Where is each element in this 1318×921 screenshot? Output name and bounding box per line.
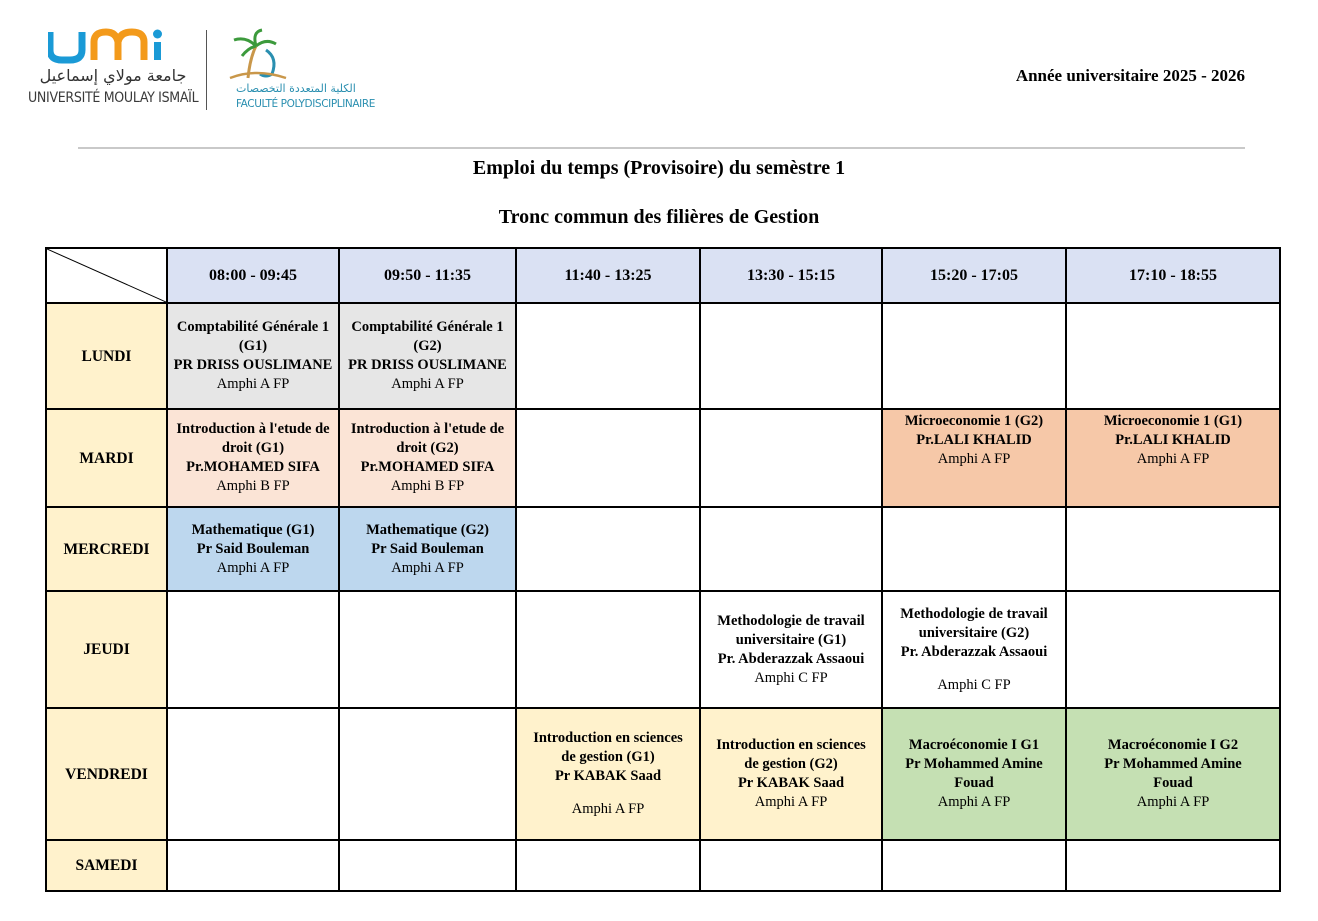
day-row-vendredi [46,708,1280,840]
course-name: Mathematique (G1) [191,521,315,538]
professor-name: Pr KABAK Saad [737,775,845,791]
room-name: Amphi B FP [390,478,465,494]
timetable [45,247,1281,892]
empty-cell [882,303,1066,409]
faculty-arabic-name: الكلية المتعددة التخصصات [236,82,356,95]
academic-year: Année universitaire 2025 - 2026 [1015,66,1245,85]
professor-name: Pr.MOHAMED SIFA [186,459,320,475]
course-cell [167,303,339,409]
time-slot-header: 15:20 - 17:05 [882,248,1066,303]
course-name: Comptabilité Générale 1 (G2) [351,319,504,354]
room-name: Amphi A FP [571,801,645,817]
empty-cell [167,708,339,840]
professor-name: Pr Mohammed Amine Fouad [1104,756,1242,791]
room-name: Amphi C FP [937,676,1011,693]
room-name: Amphi A FP [391,559,464,576]
time-slot-header: 08:00 - 09:45 [167,248,339,303]
course-name: Macroéconomie I G2 [1107,737,1239,753]
empty-cell [700,409,882,507]
professor-name: Pr Said Bouleman [371,540,484,557]
day-row-mercredi [46,507,1280,591]
course-name: Introduction à l'etude de droit (G1) [176,421,330,456]
faculty-logo [218,28,375,114]
course-cell [339,303,516,409]
course-name: Introduction à l'etude de droit (G2) [350,421,505,456]
corner-diagonal [47,249,166,302]
document-title: Emploi du temps (Provisoire) du semèstre 1 [472,157,846,179]
professor-name: PR DRISS OUSLIMANE [348,357,507,373]
empty-cell [700,303,882,409]
document-header [0,0,1318,140]
empty-cell [516,840,700,891]
day-label: VENDREDI [46,708,167,840]
course-cell [882,409,1066,507]
logo-divider [206,30,207,110]
day-row-jeudi [46,591,1280,708]
professor-name: Pr. Abderazzak Assaoui [900,643,1048,660]
room-name: Amphi A FP [937,794,1011,810]
course-cell [882,591,1066,708]
time-slot-header: 17:10 - 18:55 [1066,248,1280,303]
course-name: Introduction en sciences de gestion (G1) [533,730,683,765]
course-cell [882,708,1066,840]
umi-latin-name: UNIVERSITÉ MOULAY ISMAÏL [28,90,199,106]
professor-name: Pr.MOHAMED SIFA [360,459,495,475]
room-name: Amphi A FP [1136,794,1210,810]
empty-cell [1066,591,1280,708]
document-subtitle: Tronc commun des filières de Gestion [498,206,820,228]
empty-cell [339,840,516,891]
day-label: MERCREDI [46,507,167,591]
empty-cell [516,507,700,591]
umi-arabic-name: جامعة مولاي إسماعيل [39,66,187,85]
empty-cell [339,591,516,708]
course-cell [700,591,882,708]
empty-cell [167,840,339,891]
day-label: MARDI [46,409,167,507]
palm-tree-icon [226,28,290,80]
course-cell [1066,708,1280,840]
time-header-row [46,248,1280,303]
course-name: Microeconomie 1 (G1) [1103,413,1243,429]
time-slot-header: 13:30 - 15:15 [700,248,882,303]
room-name: Amphi A FP [391,376,464,392]
room-name: Amphi A FP [216,376,290,392]
empty-cell [1066,840,1280,891]
course-name: Mathematique (G2) [366,521,489,538]
room-name: Amphi B FP [216,478,290,494]
course-name: Macroéconomie I G1 [908,737,1040,753]
room-name: Amphi A FP [1136,451,1210,467]
course-cell [1066,409,1280,507]
course-name: Methodologie de travail universitaire (G2) [900,605,1048,641]
header-rule [78,147,1245,149]
corner-cell [46,248,167,303]
professor-name: PR DRISS OUSLIMANE [173,357,333,373]
course-cell [339,507,516,591]
day-row-lundi [46,303,1280,409]
room-name: Amphi A FP [754,794,828,810]
umi-logo-icon [48,28,198,64]
professor-name: Pr Mohammed Amine Fouad [905,756,1043,791]
professor-name: Pr KABAK Saad [554,768,662,784]
empty-cell [167,591,339,708]
course-cell [339,409,516,507]
empty-cell [700,840,882,891]
spacer [885,662,1063,676]
faculty-latin-name: FACULTÉ POLYDISCIPLINAIRE [236,98,375,110]
course-name: Introduction en sciences de gestion (G2) [716,737,866,772]
professor-name: Pr Said Bouleman [196,540,310,557]
day-label: SAMEDI [46,840,167,891]
time-slot-header: 09:50 - 11:35 [339,248,516,303]
empty-cell [882,507,1066,591]
course-cell [167,409,339,507]
time-slot-header: 11:40 - 13:25 [516,248,700,303]
day-row-samedi [46,840,1280,891]
course-name: Comptabilité Générale 1 (G1) [176,319,330,354]
course-cell [516,708,700,840]
course-name: Methodologie de travail universitaire (G1) [717,612,865,648]
day-row-mardi [46,409,1280,507]
empty-cell [516,591,700,708]
day-label: LUNDI [46,303,167,409]
course-name: Microeconomie 1 (G2) [904,413,1044,429]
empty-cell [339,708,516,840]
room-name: Amphi A FP [937,451,1011,467]
empty-cell [516,409,700,507]
empty-cell [1066,303,1280,409]
course-cell [700,708,882,840]
course-cell [167,507,339,591]
day-label: JEUDI [46,591,167,708]
spacer [519,786,697,800]
empty-cell [882,840,1066,891]
empty-cell [1066,507,1280,591]
empty-cell [700,507,882,591]
professor-name: Pr.LALI KHALID [1115,432,1231,448]
empty-cell [516,303,700,409]
professor-name: Pr.LALI KHALID [916,432,1032,448]
room-name: Amphi C FP [754,669,828,686]
room-name: Amphi A FP [216,559,290,576]
professor-name: Pr. Abderazzak Assaoui [717,650,865,667]
umi-logo [28,28,198,112]
